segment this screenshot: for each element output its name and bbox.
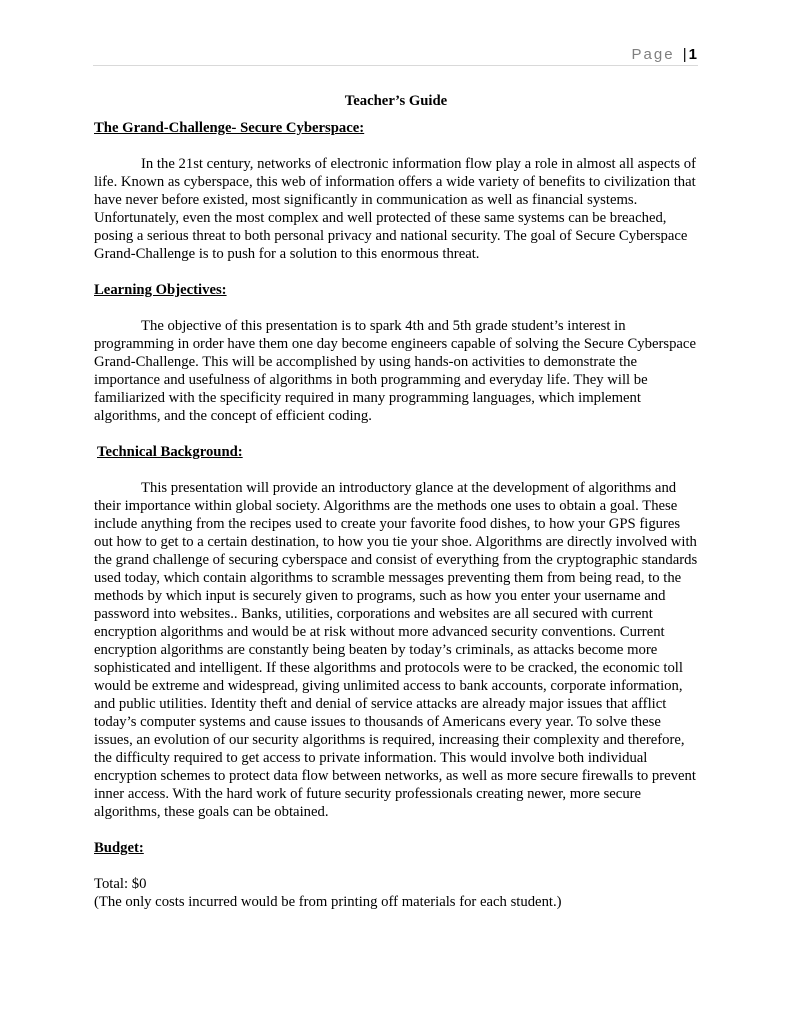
section-paragraph-learning-objectives: The objective of this presentation is to spark 4th and 5th grade student’s interest in programming in order have them one day become engineers capable of solving the Secure Cyberspace Grand-Challenge. This will be accomplished by using hands-on activities to demonstrate the importance and usefulness of algorithms in both programming and everyday life. They will be familiarized with the specificity required in many programming languages, which implement algorithms, and the concept of efficient coding.	[94, 318, 696, 424]
budget-note: (The only costs incurred would be from printing off materials for each student.)	[94, 894, 562, 910]
section-heading-grand-challenge: The Grand-Challenge- Secure Cyberspace:	[94, 120, 365, 136]
section-paragraph-technical-background: This presentation will provide an introductory glance at the development of algorithms and their importance within global society. Algorithms are the methods one uses to obtain a goal. These include anything from the recipes used to create your favorite food dishes, to how your GPS figures out how to get to a certain destination, to how you tie your shoe. Algorithms are directly involved with the grand challenge of securing cyberspace and consist of everything from the cryptographic standards used today, which contain algorithms to scramble messages preventing them from being read, to the methods by which input is securely given to programs, such as how you enter your username and password into websites.. Banks, utilities, corporations and websites are all secured with current encryption algorithms and would be at risk without more advanced security conventions. Current encryption algorithms are constantly being beaten by today’s criminals, as attacks become more sophisticated and intelligent. If these algorithms and protocols were to be cracked, the economic toll would be extreme and widespread, giving unlimited access to bank accounts, corporate information, and public utilities. Identity theft and denial of service attacks are already major issues that afflict today’s computer systems and cause issues to thousands of Americans every year. To solve these issues, an evolution of our security algorithms is required, increasing their complexity and therefore, the difficulty required to get access to private information. This would involve both individual encryption schemes to protect data flow between networks, as well as more secure firewalls to prevent inner access. With the hard work of future security professionals creating newer, more secure algorithms, these goals can be obtained.	[94, 480, 698, 820]
header-divider	[93, 65, 698, 66]
section-heading-learning-objectives: Learning Objectives:	[94, 282, 227, 298]
section-heading-budget: Budget:	[94, 840, 144, 856]
section-paragraph-grand-challenge: In the 21st century, networks of electronic information flow play a role in almost all aspects of life. Known as cyberspace, this web of information offers a wide variety of benefits to civilization that have never before existed, most significantly in communication as well as financial systems. Unfortunately, even the most complex and well protected of these same systems can be breached, posing a serious threat to both personal privacy and national security. The goal of Secure Cyberspace Grand-Challenge is to push for a solution to this enormous threat.	[94, 156, 696, 262]
page-label: Page	[631, 46, 675, 63]
document-title: Teacher’s Guide	[344, 93, 448, 109]
section-heading-technical-background: Technical Background:	[97, 444, 243, 460]
page-separator: |	[682, 46, 687, 63]
document-body	[94, 92, 698, 911]
page-number: 1	[688, 46, 697, 63]
page-header	[632, 46, 697, 63]
budget-total: Total: $0	[94, 876, 147, 892]
